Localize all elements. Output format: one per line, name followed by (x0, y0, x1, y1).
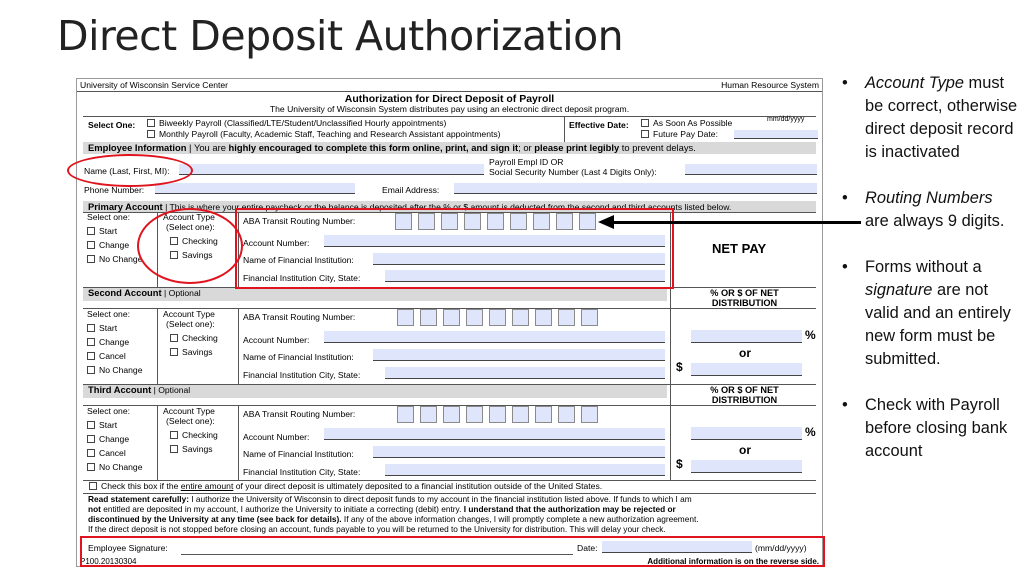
future-date-input[interactable] (734, 130, 818, 139)
second-account-number-label: Account Number: (243, 335, 310, 345)
third-start[interactable]: Start (87, 421, 117, 431)
second-account-bar: Second Account | Optional (88, 287, 201, 298)
third-cancel[interactable]: Cancel (87, 449, 126, 459)
third-account-number-label: Account Number: (243, 432, 310, 442)
email-label: Email Address: (382, 185, 440, 195)
phone-input[interactable] (155, 183, 355, 194)
primary-start[interactable]: Start (87, 227, 117, 237)
primary-select-one: Select one: (87, 212, 130, 222)
third-percent-input[interactable] (691, 427, 802, 440)
reverse-side-note: Additional information is on the reverse side. (647, 557, 819, 566)
second-routing-label: ABA Transit Routing Number: (243, 312, 356, 322)
second-account-type-label: Account Type (163, 309, 215, 319)
third-account-type-sub: (Select one): (166, 416, 215, 426)
name-input[interactable] (179, 164, 484, 175)
third-percent-header-2: DISTRIBUTION (711, 395, 778, 405)
employee-info-bar: Employee Information | You are highly encouraged to complete this form online, print, and sign it; or please print legibly to prevent delays. (88, 142, 696, 153)
arrow-shaft (612, 221, 861, 224)
second-city-label: Financial Institution City, State: (243, 370, 361, 380)
third-dollar-input[interactable] (691, 460, 802, 473)
arrow-left-icon (598, 215, 614, 229)
option-monthly[interactable]: Monthly Payroll (Faculty, Academic Staff, Teaching and Research Assistant appointments) (147, 130, 501, 140)
third-dollar-sign: $ (676, 457, 683, 471)
date-hint: (mm/dd/yyyy) (755, 543, 807, 553)
third-account-type-label: Account Type (163, 406, 215, 416)
signature-label: Employee Signature: (88, 543, 168, 553)
form-title: Authorization for Direct Deposit of Payroll (344, 93, 555, 105)
name-label: Name (Last, First, MI): (84, 166, 170, 176)
second-percent-input[interactable] (691, 330, 802, 343)
payroll-id-label-2: Social Security Number (Last 4 Digits Only): (489, 167, 657, 177)
primary-city-label: Financial Institution City, State: (243, 273, 361, 283)
primary-institution-label: Name of Financial Institution: (243, 255, 354, 265)
primary-change[interactable]: Change (87, 241, 129, 251)
option-biweekly[interactable]: Biweekly Payroll (Classified/LTE/Student/Unclassified Hourly appointments) (147, 119, 446, 129)
third-account-number-input[interactable] (324, 428, 665, 440)
second-percent-header-1: % OR $ OF NET (710, 288, 779, 298)
third-city-input[interactable] (385, 464, 665, 476)
second-or: or (739, 346, 751, 360)
second-institution-input[interactable] (373, 349, 665, 361)
primary-account-number-label: Account Number: (243, 238, 310, 248)
third-or: or (739, 443, 751, 457)
second-city-input[interactable] (385, 367, 665, 379)
primary-routing-label: ABA Transit Routing Number: (243, 216, 356, 226)
primary-account-type-label: Account Type (163, 212, 215, 222)
third-select-one: Select one: (87, 406, 130, 416)
signature-highlight (80, 536, 825, 567)
second-cancel[interactable]: Cancel (87, 352, 126, 362)
phone-label: Phone Number: (84, 185, 145, 195)
note-routing-numbers: • Routing Numbers are always 9 digits. (842, 187, 1018, 233)
date-label: Date: (577, 543, 598, 553)
third-savings[interactable]: Savings (170, 445, 213, 455)
statement-line-1: Read statement carefully: I authorize the University of Wisconsin to direct deposit funds to my account in the financial institution listed above. If funds to which I am (88, 494, 692, 504)
third-percent-sign: % (805, 425, 816, 439)
third-institution-label: Name of Financial Institution: (243, 449, 354, 459)
second-no-change[interactable]: No Change (87, 366, 142, 376)
payroll-id-label-1: Payroll Empl ID OR (489, 157, 564, 167)
primary-account-type-sub: (Select one): (166, 222, 215, 232)
date-format-hint: mm/dd/yyyy (767, 116, 805, 123)
third-account-bar: Third Account | Optional (88, 384, 191, 395)
notes-list (842, 72, 1018, 486)
primary-savings[interactable]: Savings (170, 251, 213, 261)
note-signature: • Forms without a signature are not valid and an entirely new form must be submitted. (842, 256, 1018, 371)
option-asap[interactable]: As Soon As Possible (641, 119, 732, 129)
form-id: P100.20130304 (80, 557, 137, 566)
statement-line-2: not entitled are deposited in my account, I authorize the University to initiate a correcting (debit) entry. I understand that the authorization may be rejected or (88, 504, 676, 514)
second-account-type-sub: (Select one): (166, 319, 215, 329)
second-savings[interactable]: Savings (170, 348, 213, 358)
third-institution-input[interactable] (373, 446, 665, 458)
name-field-highlight (67, 154, 193, 187)
second-institution-label: Name of Financial Institution: (243, 352, 354, 362)
statement-line-4: If the direct deposit is not stopped before closing an account, funds payable to you will be returned to the University for distribution. This will delay your check. (88, 524, 666, 534)
second-change[interactable]: Change (87, 338, 129, 348)
third-change[interactable]: Change (87, 435, 129, 445)
primary-account-bar: Primary Account | This is where your entire paycheck or the balance is deposited after the % or $ amount is deducted from the second and third accounts listed below. (88, 201, 732, 212)
second-percent-header-2: DISTRIBUTION (711, 298, 778, 308)
outside-us-checkbox[interactable]: Check this box if the entire amount of your direct deposit is ultimately deposited to a financial institution outside of the United States. (89, 482, 602, 492)
primary-no-change[interactable]: No Change (87, 255, 142, 265)
second-percent-sign: % (805, 328, 816, 342)
payroll-id-input[interactable] (685, 164, 817, 175)
account-type-highlight (137, 208, 243, 284)
direct-deposit-form (76, 78, 823, 567)
third-city-label: Financial Institution City, State: (243, 467, 361, 477)
second-checking[interactable]: Checking (170, 334, 218, 344)
net-pay-label: NET PAY (712, 241, 767, 256)
third-percent-header-1: % OR $ OF NET (710, 385, 779, 395)
second-dollar-sign: $ (676, 360, 683, 374)
primary-checking[interactable]: Checking (170, 237, 218, 247)
second-start[interactable]: Start (87, 324, 117, 334)
third-no-change[interactable]: No Change (87, 463, 142, 473)
header-system: Human Resource System (721, 80, 819, 90)
second-dollar-input[interactable] (691, 363, 802, 376)
note-account-type: • Account Type must be correct, otherwise direct deposit record is inactivated (842, 72, 1018, 164)
email-input[interactable] (454, 183, 817, 194)
third-routing-label: ABA Transit Routing Number: (243, 409, 356, 419)
statement-line-3: discontinued by the University at any time (see back for details). If any of the above information changes, I will promptly complete a new authorization agreement. (88, 514, 699, 524)
second-account-number-input[interactable] (324, 331, 665, 343)
form-subtitle: The University of Wisconsin System distributes pay using an electronic direct deposit program. (269, 104, 630, 114)
header-org: University of Wisconsin Service Center (80, 80, 229, 90)
second-select-one: Select one: (87, 309, 130, 319)
option-future-date[interactable]: Future Pay Date: (641, 130, 718, 140)
slide-title: Direct Deposit Authorization (57, 12, 624, 60)
effective-date-label: Effective Date: (569, 120, 629, 130)
select-one-label: Select One: (88, 120, 136, 130)
note-check-payroll: • Check with Payroll before closing bank account (842, 394, 1018, 463)
third-checking[interactable]: Checking (170, 431, 218, 441)
